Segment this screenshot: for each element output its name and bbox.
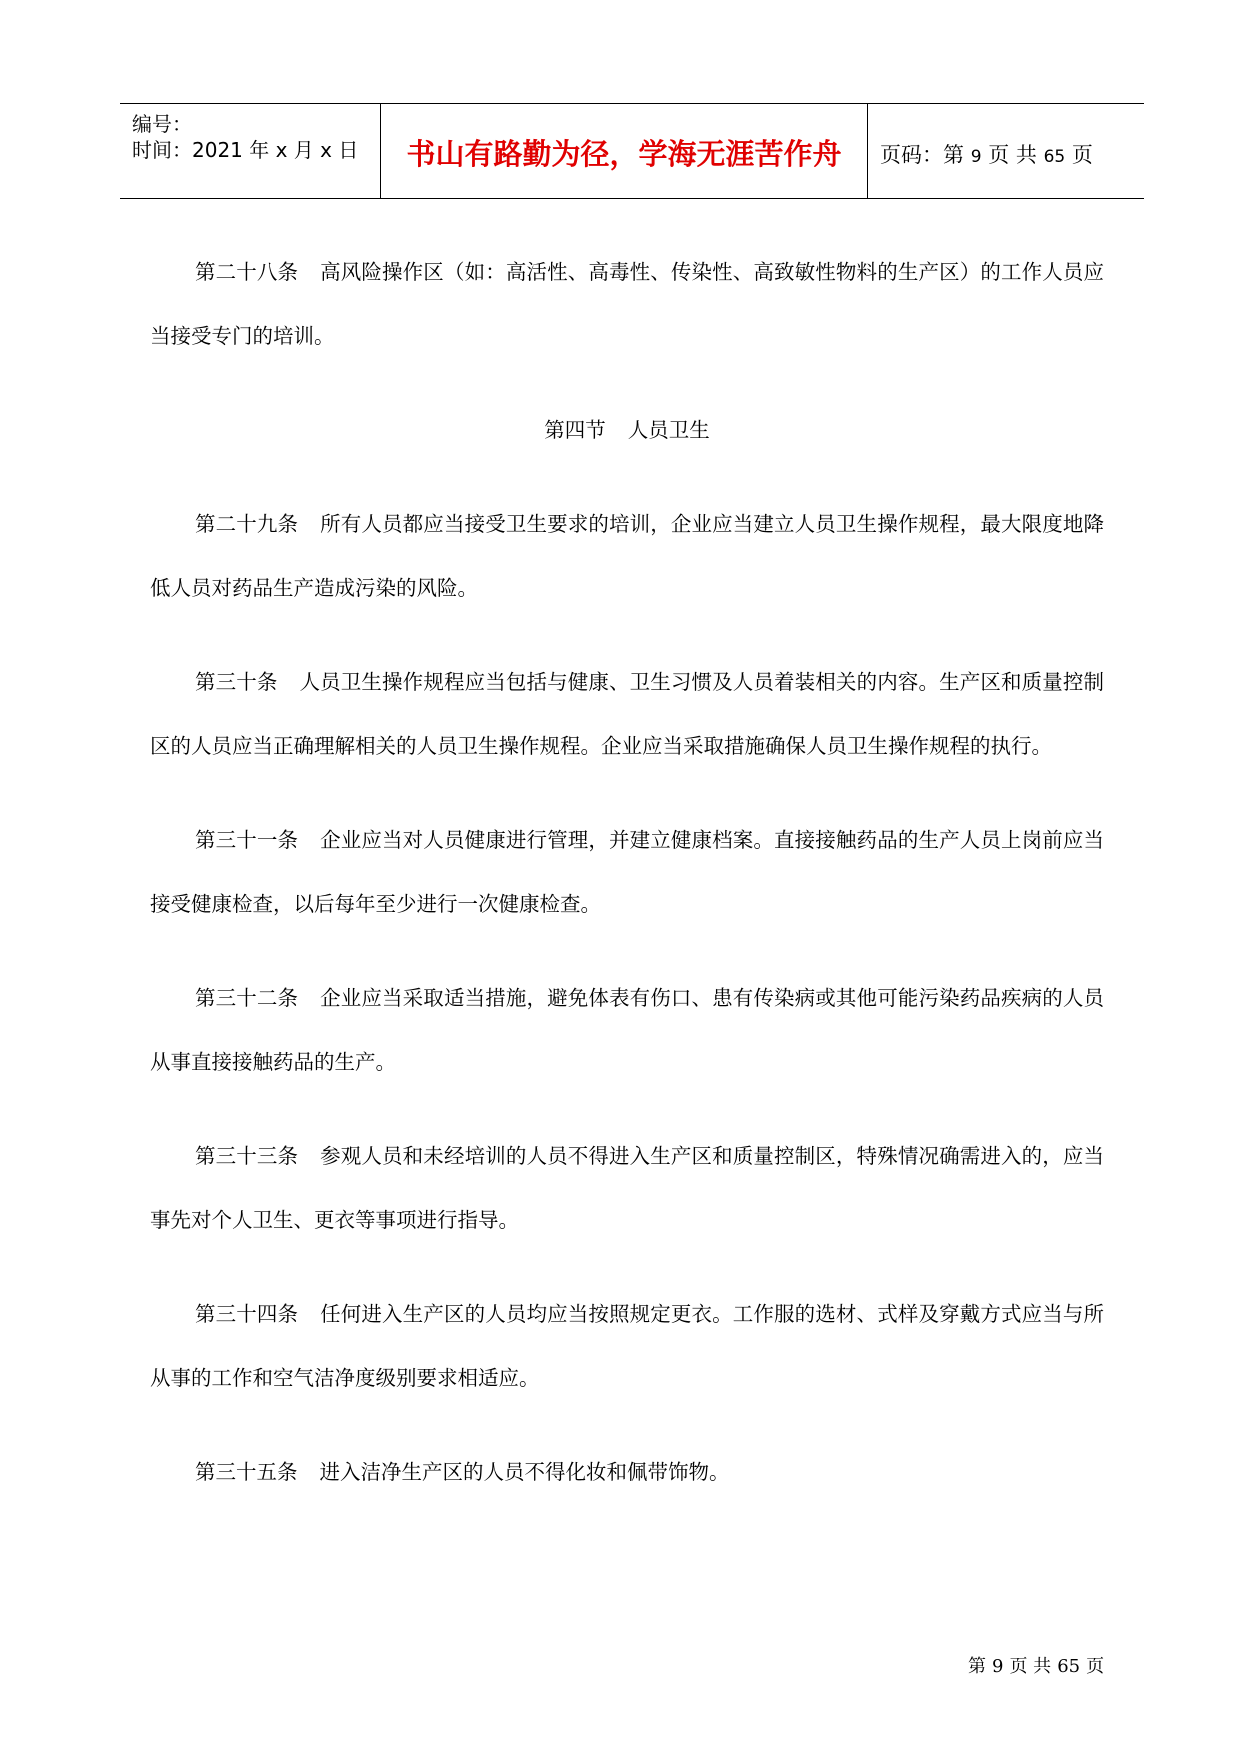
article-number: 第三十二条 <box>195 986 299 1010</box>
header-motto-cell <box>380 104 868 198</box>
article-28 <box>150 240 1104 368</box>
footer-page: 9 <box>992 1656 1004 1677</box>
page-code-mid: 页 共 <box>988 143 1037 167</box>
article-number: 第三十一条 <box>195 828 299 852</box>
article-number: 第三十四条 <box>195 1302 299 1326</box>
time-text: 时间：2021 年 x 月 x 日 <box>132 138 359 162</box>
article-number: 第三十三条 <box>195 1144 299 1168</box>
page-code-end: 页 <box>1071 143 1093 167</box>
article-30 <box>150 650 1104 778</box>
page-code-number: 9 <box>970 147 982 167</box>
article-text: 企业应当采取适当措施，避免体表有伤口、患有传染病或其他可能污染药品疾病的人员从事直接接触药品的生产。 <box>150 986 1104 1074</box>
article-33 <box>150 1124 1104 1252</box>
article-text: 进入洁净生产区的人员不得化妆和佩带饰物。 <box>319 1460 730 1484</box>
article-number: 第三十五条 <box>195 1460 298 1484</box>
footer-pre: 第 <box>968 1656 986 1677</box>
document-body <box>150 240 1104 1534</box>
article-text: 企业应当对人员健康进行管理，并建立健康档案。直接接触药品的生产人员上岗前应当接受健康检查，以后每年至少进行一次健康检查。 <box>150 828 1104 916</box>
header-meta-cell <box>120 104 380 198</box>
article-32 <box>150 966 1104 1094</box>
article-number: 第三十条 <box>195 670 278 694</box>
footer-total: 65 <box>1057 1656 1081 1677</box>
footer-end: 页 <box>1086 1656 1105 1677</box>
article-number: 第二十八条 <box>195 260 299 284</box>
motto-text: 书山有路勤为径，学海无涯苦作舟 <box>406 137 842 171</box>
article-text: 高风险操作区（如：高活性、高毒性、传染性、高致敏性物料的生产区）的工作人员应当接受专门的培训。 <box>150 260 1104 348</box>
footer-mid: 页 共 <box>1009 1656 1052 1677</box>
page-header <box>120 103 1144 199</box>
article-text: 人员卫生操作规程应当包括与健康、卫生习惯及人员着装相关的内容。生产区和质量控制区的人员应当正确理解相关的人员卫生操作规程。企业应当采取措施确保人员卫生操作规程的执行。 <box>150 670 1105 758</box>
header-page-cell <box>868 104 1144 198</box>
page-footer <box>965 1652 1107 1678</box>
article-35 <box>150 1440 1104 1504</box>
article-number: 第二十九条 <box>195 512 299 536</box>
page-code-total: 65 <box>1043 147 1066 167</box>
section-heading <box>150 398 1104 462</box>
article-text: 所有人员都应当接受卫生要求的培训，企业应当建立人员卫生操作规程，最大限度地降低人员对药品生产造成污染的风险。 <box>150 512 1104 600</box>
section-number: 第四节 <box>544 418 606 442</box>
article-text: 任何进入生产区的人员均应当按照规定更衣。工作服的选材、式样及穿戴方式应当与所从事的工作和空气洁净度级别要求相适应。 <box>150 1302 1104 1390</box>
page-code <box>880 139 1093 169</box>
article-text: 参观人员和未经培训的人员不得进入生产区和质量控制区，特殊情况确需进入的，应当事先对个人卫生、更衣等事项进行指导。 <box>150 1144 1104 1232</box>
page-code-label: 页码：第 <box>880 143 964 167</box>
section-title: 人员卫生 <box>627 418 710 442</box>
article-31 <box>150 808 1104 936</box>
article-34 <box>150 1282 1104 1410</box>
article-29 <box>150 492 1104 620</box>
serial-label: 编号： <box>132 112 192 136</box>
